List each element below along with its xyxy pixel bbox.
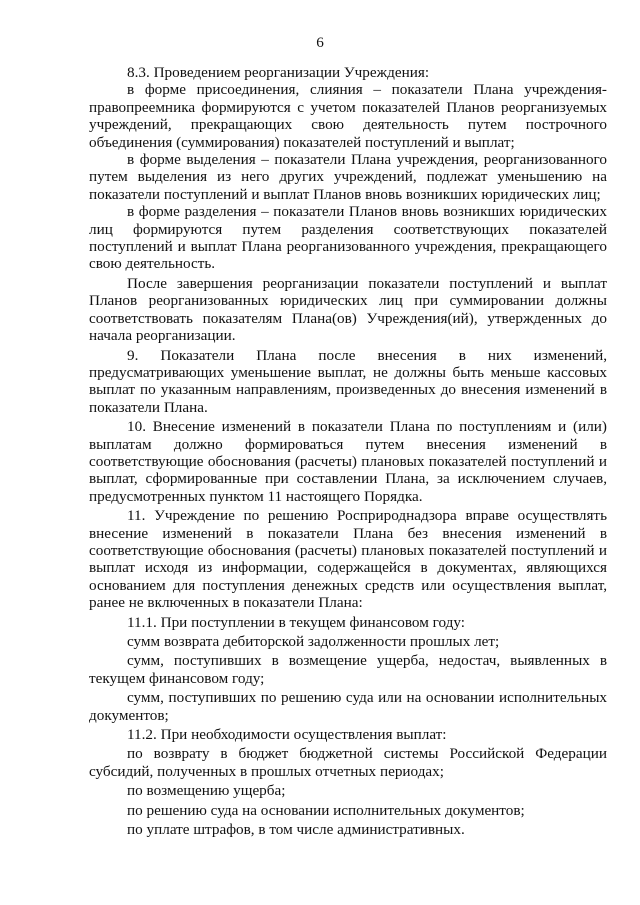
list-item-court-payments: по решению суда на основании исполнительных документов; — [127, 801, 525, 819]
list-item-fines: по уплате штрафов, в том числе административных. — [127, 821, 465, 839]
document-body — [89, 64, 607, 838]
list-item-court-decision: сумм, поступивших по решению суда или на основании исполнительных документов; — [89, 689, 607, 724]
paragraph-division: в форме разделения – показатели Планов вновь возникших юридических лиц формируются путем разделения соответствующих показателей поступлений и выплат Плана реорганизованного учреждения, прекращающего свою деятельность. — [89, 203, 607, 273]
list-item-damage-compensation: по возмещению ущерба; — [127, 782, 286, 800]
paragraph-8-3-heading: 8.3. Проведением реорганизации Учреждения: — [127, 64, 430, 81]
paragraph-9: 9. Показатели Плана после внесения в них изменений, предусматривающих уменьшение выплат, не должны быть меньше кассовых выплат по указанным направлениям, произведенных до внесения изменений в показатели Плана. — [89, 346, 607, 416]
paragraph-11-1: 11.1. При поступлении в текущем финансовом году: — [127, 613, 465, 631]
paragraph-merger: в форме присоединения, слияния – показатели Плана учреждения-правопреемника формируются с учетом показателей Планов реорганизуемых учреждений, прекращающих свою деятельность путем построчного объединения (суммирования) показателей поступлений и выплат; — [89, 81, 607, 151]
paragraph-spin-off: в форме выделения – показатели Плана учреждения, реорганизованного путем выделения из него других учреждений, подлежат уменьшению на показатели поступлений и выплат Планов вновь возникших юридических лиц; — [89, 151, 607, 203]
paragraph-11-2: 11.2. При необходимости осуществления выплат: — [127, 726, 447, 744]
list-item-subsidy-return: по возврату в бюджет бюджетной системы Российской Федерации субсидий, полученных в прошлых отчетных периодах; — [89, 745, 607, 780]
paragraph-11: 11. Учреждение по решению Росприроднадзора вправе осуществлять внесение изменений в показатели Плана без внесения изменений в соответствующие обоснования (расчеты) плановых показателей поступлений и выплат исходя из информации, содержащейся в документах, являющихся основанием для поступления денежных средств или осуществления выплат, ранее не включенных в показатели Плана: — [89, 507, 607, 612]
list-item-damages: сумм, поступивших в возмещение ущерба, недостач, выявленных в текущем финансовом году; — [89, 652, 607, 687]
page-number: 6 — [316, 34, 324, 51]
paragraph-10: 10. Внесение изменений в показатели Плана по поступлениям и (или) выплатам должно формироваться путем внесения изменений в соответствующие обоснования (расчеты) плановых показателей поступлений и выплат, сформированные при составлении Плана, за исключением случаев, предусмотренных пунктом 11 настоящего Порядка. — [89, 418, 607, 505]
list-item-receivables: сумм возврата дебиторской задолженности прошлых лет; — [127, 633, 500, 650]
paragraph-after-reorganization: После завершения реорганизации показатели поступлений и выплат Планов реорганизованных юридических лиц при суммировании должны соответствовать показателям Плана(ов) Учреждения(ий), утвержденных до начала реорганизации. — [89, 274, 607, 345]
